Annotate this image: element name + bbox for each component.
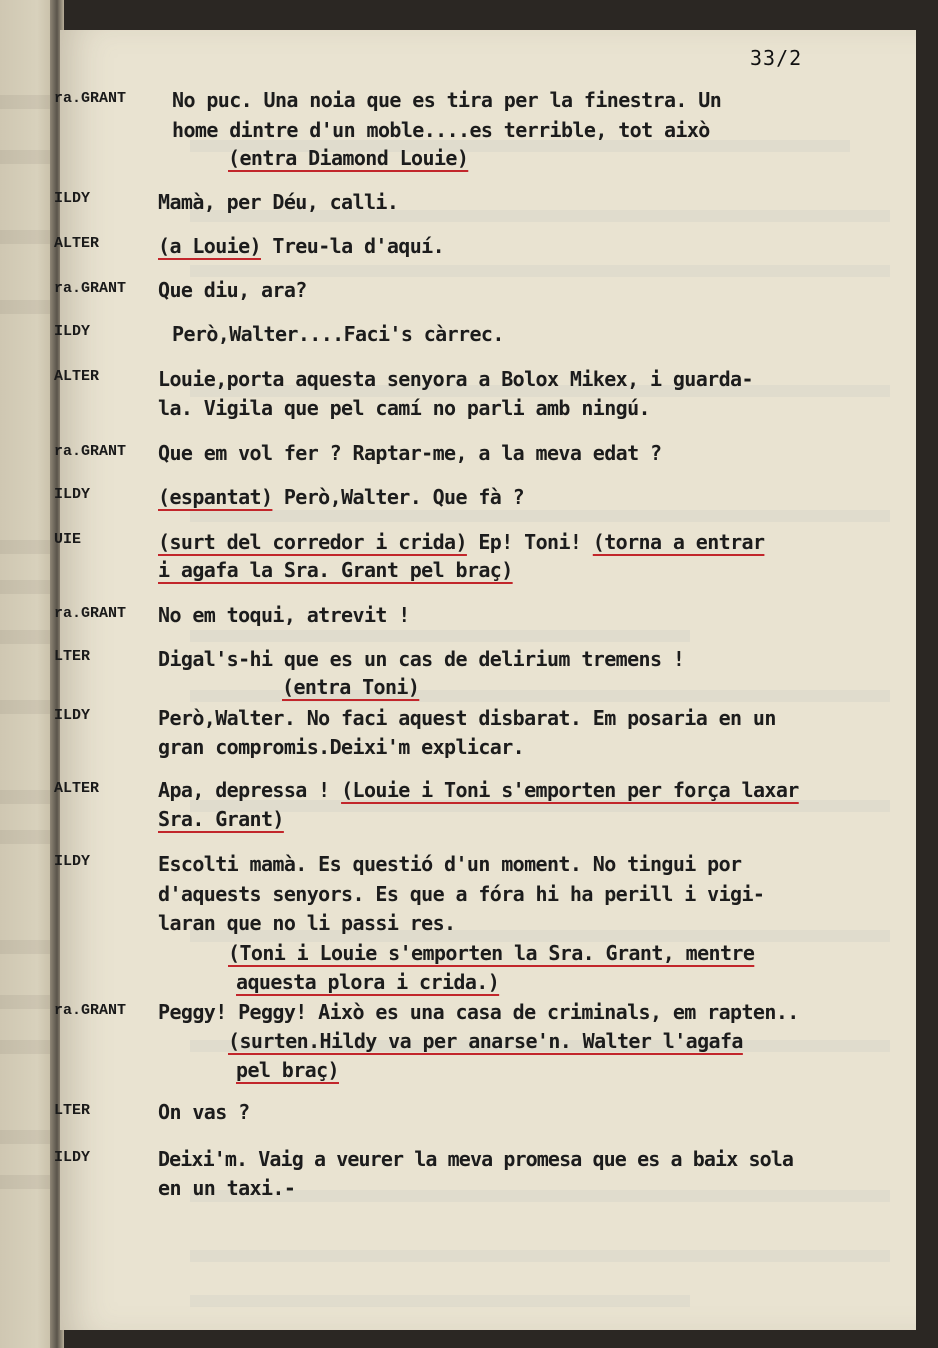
speaker-label: ALTER [54, 780, 100, 797]
stage-direction: (Louie i Toni s'emporten per força laxar [341, 778, 799, 802]
dialogue-line: Mamà, per Déu, calli. [158, 190, 399, 214]
speaker-label: ILDY [54, 853, 91, 870]
dialogue-line: Però,Walter....Faci's càrrec. [172, 322, 504, 346]
speaker-label: ILDY [54, 707, 91, 724]
dialogue-line: Deixi'm. Vaig a veurer la meva promesa que es a baix sola [158, 1147, 794, 1171]
speaker-label: ILDY [54, 486, 91, 503]
dialogue-line: gran compromis.Deixi'm explicar. [158, 735, 525, 759]
speaker-label: ALTER [54, 368, 100, 385]
dialogue-line: (surt del corredor i crida) Ep! Toni! (torna a entrar [158, 530, 765, 554]
stage-direction: (entra Diamond Louie) [228, 146, 469, 170]
dialogue-line: la. Vigila que pel camí no parli amb ningú. [158, 396, 650, 420]
stage-direction: pel braç) [236, 1058, 339, 1082]
speaker-label: ra.GRANT [54, 1002, 127, 1019]
dialogue-line: No em toqui, atrevit ! [158, 603, 410, 627]
dialogue-line: Louie,porta aquesta senyora a Bolox Mikex, i guarda- [158, 367, 753, 391]
speaker-label: ILDY [54, 1149, 91, 1166]
stage-direction: (entra Toni) [282, 675, 420, 699]
dialogue-line: On vas ? [158, 1100, 250, 1124]
dialogue-line: Digal's-hi que es un cas de delirium tremens ! [158, 647, 685, 671]
stage-direction: (surt del corredor i crida) [158, 530, 467, 554]
dialogue-line: d'aquests senyors. Es que a fóra hi ha perill i vigi- [158, 882, 765, 906]
stage-direction: (Toni i Louie s'emporten la Sra. Grant, mentre [228, 941, 755, 965]
stage-direction: i agafa la Sra. Grant pel braç) [158, 558, 513, 582]
script-page [54, 30, 916, 1330]
dialogue-line: Que diu, ara? [158, 278, 307, 302]
dialogue-line: Apa, depressa ! (Louie i Toni s'emporten per força laxar [158, 778, 799, 802]
dialogue-line: Peggy! Peggy! Això es una casa de criminals, em rapten.. [158, 1000, 799, 1024]
dialogue-line: Que em vol fer ? Raptar-me, a la meva edat ? [158, 441, 662, 465]
speaker-label: ra.GRANT [54, 90, 127, 107]
stage-direction: (surten.Hildy va per anarse'n. Walter l'agafa [228, 1029, 743, 1053]
speaker-label: LTER [54, 648, 91, 665]
speaker-label: ALTER [54, 235, 100, 252]
dialogue-line: home dintre d'un moble....es terrible, tot això [172, 118, 710, 142]
stage-direction: (espantat) [158, 485, 273, 509]
speaker-label: ra.GRANT [54, 280, 127, 297]
dialogue-line: Però,Walter. No faci aquest disbarat. Em posaria en un [158, 706, 776, 730]
stage-direction: aquesta plora i crida.) [236, 970, 500, 994]
stage-direction: (a Louie) [158, 234, 261, 258]
dialogue-line: (espantat) Però,Walter. Que fà ? [158, 485, 525, 509]
speaker-label: ra.GRANT [54, 443, 127, 460]
dialogue-line: (a Louie) Treu-la d'aquí. [158, 234, 445, 258]
dialogue-line: No puc. Una noia que es tira per la finestra. Un [172, 88, 722, 112]
stage-direction: Sra. Grant) [158, 807, 284, 831]
dialogue-line: laran que no li passi res. [158, 911, 456, 935]
speaker-label: ILDY [54, 323, 91, 340]
speaker-label: ra.GRANT [54, 605, 127, 622]
speaker-label: ILDY [54, 190, 91, 207]
show-through-text [60, 30, 916, 1330]
speaker-label: UIE [54, 531, 82, 548]
page-number: 33/2 [750, 46, 803, 70]
dialogue-line: en un taxi.- [158, 1176, 296, 1200]
stage-direction: (torna a entrar [592, 530, 765, 554]
dialogue-line: Escolti mamà. Es questió d'un moment. No tingui por [158, 852, 742, 876]
speaker-label: LTER [54, 1102, 91, 1119]
